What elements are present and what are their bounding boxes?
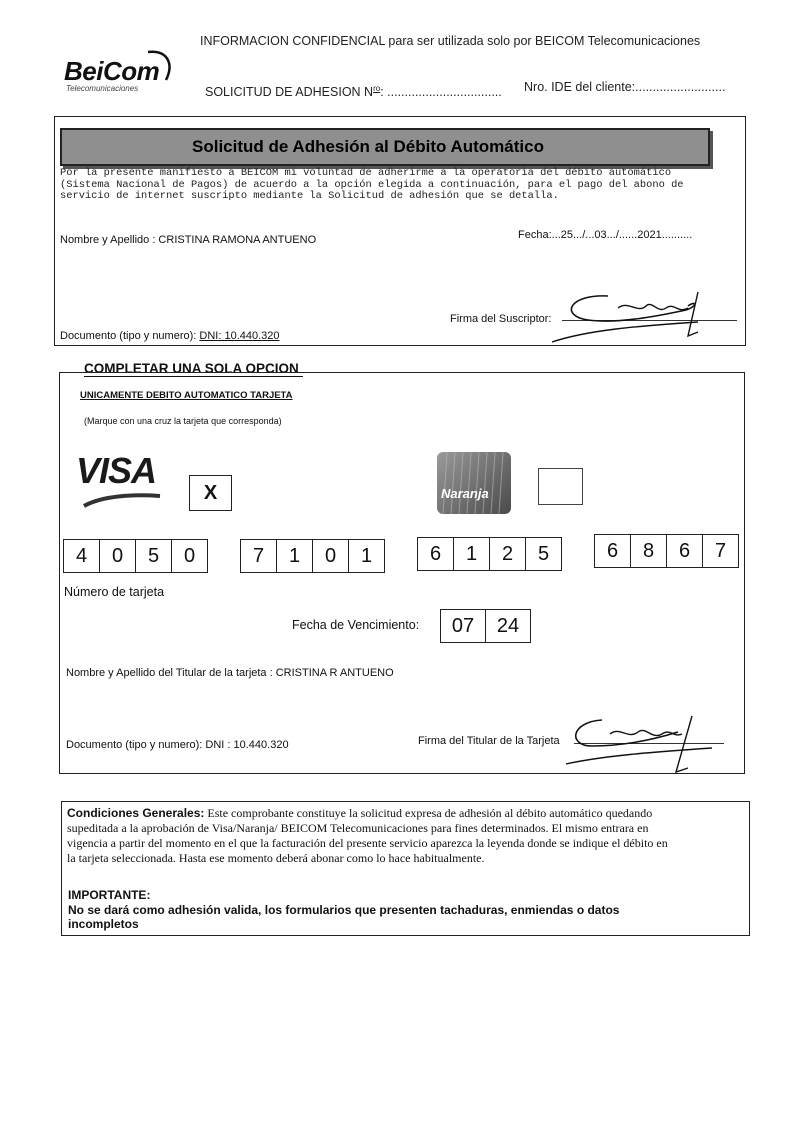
subscriber-document [60,330,280,342]
logo-main-text: BeiCom [64,56,160,86]
card-digit: 5 [537,542,550,565]
card-number-group-2 [240,539,385,573]
expiry-year: 24 [496,614,520,637]
title-bar [60,128,710,166]
card-digit: 2 [490,538,526,570]
card-digit: 0 [100,540,136,572]
card-digit: 6 [595,535,631,567]
card-digit: 7 [241,540,277,572]
card-number-group-1 [63,539,208,573]
subscriber-name: Nombre y Apellido : CRISTINA RAMONA ANTUENO [60,234,317,246]
card-number-group-3 [417,537,562,571]
solicitud-label: SOLICITUD DE ADHESION N [205,85,374,100]
naranja-logo-text: Naranja [441,486,489,501]
card-digit: 7 [714,539,727,562]
card-holder-name: Nombre y Apellido del Titular de la tarjeta : CRISTINA R ANTUENO [66,667,394,679]
expiry-label: Fecha de Vencimiento: [292,618,420,632]
expiry-month: 07 [441,610,486,642]
intro-line: (Sistema Nacional de Pagos) de acuerdo a la opción elegida a continuación, para el pago del abono de [60,178,684,191]
card-digit: 1 [454,538,490,570]
naranja-lines-icon [437,452,511,514]
conditions-heading: Condiciones Generales: [67,806,205,820]
visa-checkbox[interactable]: X [189,475,232,511]
naranja-checkbox[interactable] [538,468,583,505]
card-number-group-4 [594,534,739,568]
card-holder-document: Documento (tipo y numero): DNI : 10.440.320 [66,739,289,751]
card-digit: 1 [360,544,373,567]
request-date: Fecha:...25.../...03.../......2021.......... [518,229,693,241]
card-digit: 6 [418,538,454,570]
card-digit: 1 [277,540,313,572]
expiry-date-box [440,609,531,643]
visa-logo [76,450,168,512]
document-value: DNI: 10.440.320 [199,330,280,342]
important-block [68,888,744,932]
visa-logo-text: VISA [76,450,157,491]
card-holder-signature-label: Firma del Titular de la Tarjeta [418,735,560,747]
conditions-line: la tarjeta seleccionada. Hasta ese momento deberá abonar como lo hace habitualmente. [67,851,485,865]
subscriber-signature-label: Firma del Suscriptor: [450,313,552,325]
logo [62,46,177,94]
card-holder-signature-icon [562,712,722,780]
confidential-text: INFORMACION CONFIDENCIAL para ser utilizada solo por BEICOM Telecomunicaciones [200,34,701,48]
card-number-label: Número de tarjeta [64,585,165,599]
conditions-line-text: Este comprobante constituye la solicitud expresa de adhesión al débito automático quedando [204,806,653,820]
card-instruction: (Marque con una cruz la tarjeta que corresponda) [84,416,282,426]
client-id-label: Nro. IDE del cliente:.......................... [524,80,726,94]
conditions-text [67,806,747,866]
important-heading: IMPORTANTE: [68,888,151,902]
card-digit: 0 [183,544,196,567]
conditions-line: vigencia a partir del momento en el que la facturación del presente servicio aparezca la leyenda donde se indique el débito en [67,836,668,850]
card-subheading: UNICAMENTE DEBITO AUTOMATICO TARJETA [80,390,293,401]
intro-paragraph [60,168,740,203]
card-digit: 5 [136,540,172,572]
document-label: Documento (tipo y numero): [60,330,197,342]
solicitud-dots: : ................................. [380,85,502,100]
conditions-line: supeditada a la aprobación de Visa/Naranja/ BEICOM Telecomunicaciones para fines determinados. El mismo entrara en [67,821,649,835]
card-digit: 6 [667,535,703,567]
section-heading: COMPLETAR UNA SOLA OPCION [84,361,303,377]
naranja-logo [437,452,511,514]
solicitud-number-label [205,84,502,99]
logo-sub-text: Telecomunicaciones [66,84,139,93]
card-digit: 4 [64,540,100,572]
card-digit: 8 [631,535,667,567]
solicitud-sup: ro [373,84,381,93]
conditions-line [67,806,747,821]
important-line: incompletos [68,917,139,931]
important-line: No se dará como adhesión valida, los formularios que presenten tachaduras, enmiendas o datos [68,902,620,917]
intro-line: servicio de internet suscripto mediante la Solicitud de adhesión que se detalla. [60,190,559,202]
visa-swoosh-icon [82,492,162,510]
subscriber-signature-icon [548,286,748,348]
card-digit: 0 [313,540,349,572]
page-title: Solicitud de Adhesión al Débito Automático [192,137,544,156]
intro-line: Por la presente manifiesto a BEICOM mi voluntad de adherirme a la operatoria del débito automático [60,167,672,179]
